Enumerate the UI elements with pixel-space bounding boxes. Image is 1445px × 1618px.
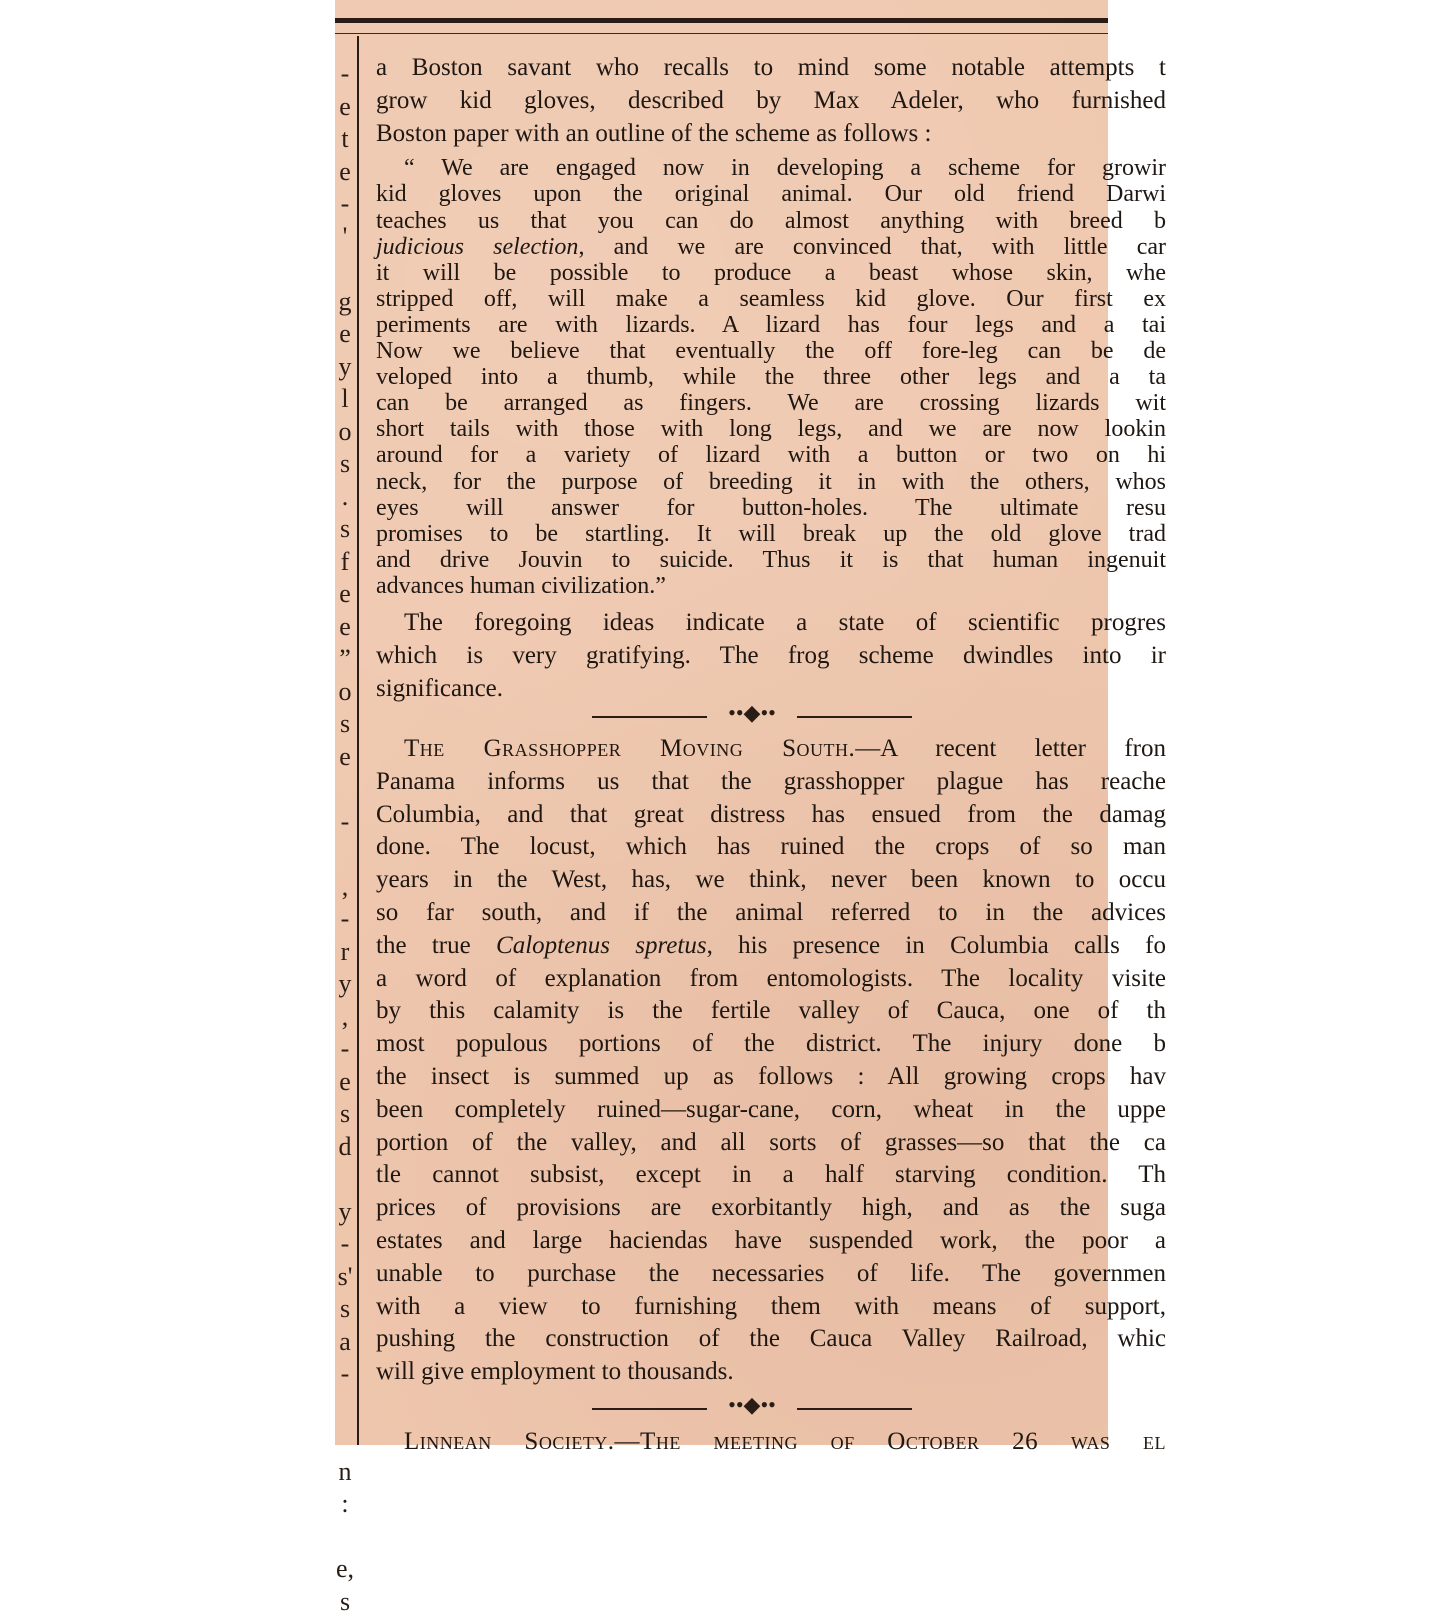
article2-heading: The Grasshopper Moving South.: [404, 735, 855, 762]
text-line: neck, for the purpose of breeding it in with the others, whos: [376, 469, 1166, 495]
italic-phrase: judicious selection: [376, 234, 578, 260]
fragment-char: s: [335, 1098, 355, 1131]
text-fragment: —A recent letter fron: [855, 735, 1166, 762]
divider-rule-right: [797, 716, 912, 718]
fragment-char: d: [335, 1131, 355, 1164]
ornament-glyph: ••◆••: [707, 702, 797, 724]
fragment-char: -: [335, 58, 355, 91]
text-line: the insect is summed up as follows : All growing crops hav: [376, 1061, 1166, 1094]
fragment-char: e: [335, 318, 355, 351]
fragment-char: ”: [335, 643, 355, 676]
divider-rule-right: [797, 1408, 912, 1410]
fragment-char: -: [335, 188, 355, 221]
fragment-char: -: [335, 1228, 355, 1261]
article2-body: [376, 733, 1166, 1389]
fragment-char: s: [335, 1293, 355, 1326]
text-line: kid gloves upon the original animal. Our old friend Darwi: [376, 181, 1166, 207]
text-line: around for a variety of lizard with a button or two on hi: [376, 442, 1166, 468]
text-line: years in the West, has, we think, never been known to occu: [376, 864, 1166, 897]
top-thin-rule: [335, 33, 1108, 34]
text-line: a Boston savant who recalls to mind some notable attempts t: [376, 52, 1166, 85]
fragment-char: y: [335, 1196, 355, 1229]
text-line: Panama informs us that the grasshopper plague has reache: [376, 766, 1166, 799]
fragment-char: -: [335, 806, 355, 839]
article3-partial-line: Linnean Society.—The meeting of October 26 was el: [376, 1428, 1166, 1456]
text-line: tle cannot subsist, except in a half starving condition. Th: [376, 1159, 1166, 1192]
text-line: which is very gratifying. The frog scheme dwindles into ir: [376, 640, 1166, 673]
fragment-char: o: [335, 676, 355, 709]
fragment-char: [335, 838, 355, 871]
text-line: Columbia, and that great distress has ensued from the damag: [376, 799, 1166, 832]
divider-rule-left: [592, 716, 707, 718]
article-column: [376, 52, 1166, 710]
fragment-char: e: [335, 156, 355, 189]
text-line: [376, 234, 1166, 260]
text-line: periments are with lizards. A lizard has four legs and a tai: [376, 312, 1166, 338]
column-rule: [357, 36, 359, 1445]
fragment-char: e,: [335, 1553, 355, 1586]
fragment-char: e: [335, 91, 355, 124]
text-line: estates and large haciendas have suspended work, the poor a: [376, 1225, 1166, 1258]
italic-species-name: Caloptenus spretus: [496, 932, 707, 959]
text-line: stripped off, will make a seamless kid glove. Our first ex: [376, 286, 1166, 312]
fragment-char: a: [335, 1326, 355, 1359]
text-line: “ We are engaged now in developing a scheme for growir: [376, 155, 1166, 181]
article1-closing: [376, 607, 1166, 705]
text-line: it will be possible to produce a beast whose skin, whe: [376, 260, 1166, 286]
text-line: grow kid gloves, described by Max Adeler, who furnished: [376, 85, 1166, 118]
fragment-char: :: [335, 1488, 355, 1521]
fragment-char: ,: [335, 1001, 355, 1034]
fragment-char: s: [335, 1586, 355, 1618]
text-fragment: , his presence in Columbia calls fo: [707, 932, 1166, 959]
text-line: advances human civilization.”: [376, 573, 1166, 599]
fragment-char: s: [335, 513, 355, 546]
text-line: The foregoing ideas indicate a state of scientific progres: [376, 607, 1166, 640]
text-line: portion of the valley, and all sorts of grasses—so that the ca: [376, 1127, 1166, 1160]
adjacent-column-fragment: [335, 58, 355, 1618]
section-divider-ornament: [592, 708, 912, 726]
text-fragment: , and we are convinced that, with little car: [578, 234, 1166, 260]
text-line: [376, 733, 1166, 766]
fragment-char: e: [335, 611, 355, 644]
fragment-char: y: [335, 968, 355, 1001]
text-line: will give employment to thousands.: [376, 1356, 1166, 1389]
text-line: been completely ruined—sugar-cane, corn, wheat in the uppe: [376, 1094, 1166, 1127]
fragment-char: s: [335, 448, 355, 481]
text-line: Now we believe that eventually the off fore-leg can be de: [376, 338, 1166, 364]
fragment-char: [335, 253, 355, 286]
divider-rule-left: [592, 1408, 707, 1410]
text-line: pushing the construction of the Cauca Valley Railroad, whic: [376, 1323, 1166, 1356]
fragment-char: ,: [335, 871, 355, 904]
fragment-char: s': [335, 1261, 355, 1294]
article3-column: [376, 1428, 1166, 1456]
top-rule: [335, 18, 1108, 23]
newspaper-clipping: [335, 0, 1108, 1445]
text-line: can be arranged as fingers. We are crossing lizards wit: [376, 390, 1166, 416]
fragment-char: ': [335, 221, 355, 254]
text-line: a word of explanation from entomologists. The locality visite: [376, 963, 1166, 996]
fragment-char: .: [335, 481, 355, 514]
fragment-char: -: [335, 1358, 355, 1391]
fragment-char: [335, 1423, 355, 1456]
fragment-char: -: [335, 1033, 355, 1066]
fragment-char: g: [335, 286, 355, 319]
text-line: eyes will answer for button-holes. The ultimate resu: [376, 495, 1166, 521]
fragment-char: [335, 1521, 355, 1554]
article1-intro: [376, 52, 1166, 150]
text-line: with a view to furnishing them with means of support,: [376, 1291, 1166, 1324]
text-line: prices of provisions are exorbitantly high, and as the suga: [376, 1192, 1166, 1225]
section-divider-ornament-2: [592, 1400, 912, 1418]
text-line: most populous portions of the district. The injury done b: [376, 1028, 1166, 1061]
text-line: unable to purchase the necessaries of life. The governmen: [376, 1258, 1166, 1291]
article2-column: [376, 733, 1166, 1394]
text-line: teaches us that you can do almost anything with breed b: [376, 208, 1166, 234]
text-line: [376, 930, 1166, 963]
article1-quote: [376, 155, 1166, 599]
fragment-char: [335, 1163, 355, 1196]
fragment-char: f: [335, 546, 355, 579]
fragment-char: [335, 773, 355, 806]
text-fragment: the true: [376, 932, 496, 959]
fragment-char: y: [335, 351, 355, 384]
text-line: and drive Jouvin to suicide. Thus it is that human ingenuit: [376, 547, 1166, 573]
fragment-char: l: [335, 383, 355, 416]
text-line: done. The locust, which has ruined the crops of so man: [376, 831, 1166, 864]
fragment-char: t: [335, 123, 355, 156]
fragment-char: e: [335, 578, 355, 611]
fragment-char: o: [335, 416, 355, 449]
fragment-char: e: [335, 1066, 355, 1099]
fragment-char: r: [335, 936, 355, 969]
ornament-glyph: ••◆••: [707, 1394, 797, 1416]
text-line: significance.: [376, 673, 1166, 706]
text-line: short tails with those with long legs, and we are now lookin: [376, 416, 1166, 442]
fragment-char: n: [335, 1456, 355, 1489]
text-line: so far south, and if the animal referred to in the advices: [376, 897, 1166, 930]
fragment-char: -: [335, 903, 355, 936]
text-line: veloped into a thumb, while the three other legs and a ta: [376, 364, 1166, 390]
text-line: by this calamity is the fertile valley of Cauca, one of th: [376, 995, 1166, 1028]
text-line: Boston paper with an outline of the scheme as follows :: [376, 118, 1166, 151]
text-line: promises to be startling. It will break up the old glove trad: [376, 521, 1166, 547]
fragment-char: e: [335, 741, 355, 774]
fragment-char: [335, 1391, 355, 1424]
fragment-char: s: [335, 708, 355, 741]
